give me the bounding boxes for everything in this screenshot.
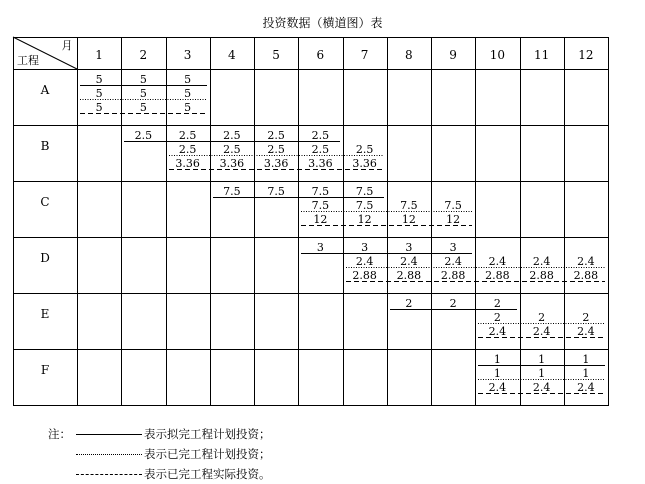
bar-value: 2.88 — [573, 269, 599, 282]
bar-value: 2.88 — [440, 269, 466, 282]
bar-value: 2 — [493, 297, 501, 310]
month-header: 3 — [183, 48, 192, 62]
page-title: 投资数据（横道图）表 — [262, 16, 383, 30]
bar-value: 3.36 — [175, 157, 200, 170]
bar-value: 2.4 — [488, 325, 507, 338]
bar-value: 7.5 — [311, 199, 330, 212]
bar-value: 3.36 — [352, 157, 377, 170]
project-label: B — [40, 139, 50, 153]
month-header: 1 — [95, 48, 103, 62]
bar-value: 1 — [582, 367, 590, 380]
legend-notes — [48, 424, 271, 484]
bar-value: 2.4 — [577, 255, 595, 268]
bar-value: 2.5 — [311, 129, 330, 142]
bar-value: 1 — [493, 353, 501, 366]
bar-value: 5 — [184, 73, 192, 86]
bar-value: 2.5 — [178, 129, 197, 142]
table-border — [14, 38, 609, 406]
corner-project-label: 工程 — [17, 54, 39, 67]
project-label: F — [40, 363, 50, 377]
bar-value: 3.36 — [263, 157, 289, 170]
legend-dotted — [48, 444, 271, 464]
bar-value: 2.5 — [311, 143, 330, 156]
bar-value: 5 — [95, 73, 103, 86]
legend-dashed-text: 表示已完工程实际投资。 — [144, 467, 271, 481]
bar-value: 5 — [184, 101, 192, 114]
project-label: C — [40, 195, 50, 209]
bar-value: 12 — [357, 213, 372, 226]
bar-value: 12 — [313, 213, 328, 226]
bar-value: 7.5 — [355, 199, 374, 212]
bar-value: 2 — [493, 311, 501, 324]
bar-value: 2 — [582, 311, 590, 324]
month-header: 8 — [405, 48, 413, 62]
month-header: 2 — [139, 48, 148, 62]
month-header: 10 — [489, 48, 506, 62]
bar-value: 3 — [405, 241, 413, 254]
project-label: A — [40, 83, 50, 97]
bar-value: 2.4 — [577, 325, 595, 338]
bar-value: 2.4 — [532, 325, 551, 338]
bar-value: 2 — [405, 297, 413, 310]
bar-value: 1 — [582, 353, 590, 366]
month-header: 11 — [533, 48, 550, 62]
bar-value: 7.5 — [267, 185, 285, 198]
bar-value: 2.5 — [178, 143, 197, 156]
bar-value: 1 — [538, 367, 546, 380]
bar-value: 3 — [361, 241, 369, 254]
month-header: 12 — [578, 48, 594, 62]
bar-value: 2.5 — [223, 129, 241, 142]
bar-value: 2.5 — [134, 129, 153, 142]
bar-value: 12 — [401, 213, 416, 226]
month-header: 4 — [228, 48, 236, 62]
legend-solid-line — [76, 434, 142, 435]
legend-solid — [48, 424, 271, 444]
bar-value: 2.5 — [267, 143, 285, 156]
project-label: E — [40, 307, 50, 321]
month-header: 5 — [272, 48, 280, 62]
bar-value: 2.5 — [355, 143, 374, 156]
bar-value: 2.88 — [396, 269, 422, 282]
month-header: 9 — [449, 48, 457, 62]
bar-value: 3.36 — [308, 157, 333, 170]
corner-month-label: 月 — [61, 39, 73, 52]
bar-value: 3.36 — [219, 157, 245, 170]
bar-value: 12 — [446, 213, 461, 226]
bar-value: 3 — [316, 241, 324, 254]
bar-value: 5 — [95, 101, 103, 114]
bar-value: 2 — [538, 311, 546, 324]
bar-value: 7.5 — [311, 185, 330, 198]
bar-value: 5 — [139, 73, 147, 86]
bar-value: 2.88 — [352, 269, 377, 282]
project-label: D — [40, 251, 50, 265]
bar-value: 2.4 — [488, 255, 507, 268]
bar-value: 2.4 — [532, 381, 551, 394]
legend-dashed-line — [76, 474, 142, 475]
legend-dotted-text: 表示已完工程计划投资； — [144, 447, 271, 461]
month-header: 6 — [316, 48, 325, 62]
bar-value: 1 — [538, 353, 546, 366]
bar-value: 2 — [449, 297, 457, 310]
bar-value: 1 — [493, 367, 501, 380]
legend-dotted-line — [76, 454, 142, 455]
legend-solid-text: 表示拟完工程计划投资； — [144, 427, 271, 441]
bar-value: 2.4 — [532, 255, 551, 268]
bar-value: 7.5 — [444, 199, 462, 212]
bar-value: 2.5 — [267, 129, 285, 142]
bar-value: 2.5 — [223, 143, 241, 156]
bar-value: 2.4 — [488, 381, 507, 394]
bar-value: 2.4 — [444, 255, 462, 268]
bar-value: 2.4 — [400, 255, 418, 268]
bar-value: 2.88 — [485, 269, 510, 282]
bar-value: 3 — [449, 241, 457, 254]
bar-value: 5 — [184, 87, 192, 100]
bar-value: 7.5 — [355, 185, 374, 198]
bar-value: 2.4 — [355, 255, 374, 268]
bar-value: 5 — [139, 87, 147, 100]
bar-value: 2.88 — [529, 269, 554, 282]
bar-value: 7.5 — [400, 199, 418, 212]
notes-prefix: 注： — [48, 427, 71, 441]
legend-dashed — [48, 464, 271, 484]
month-header: 7 — [360, 48, 369, 62]
bar-value: 5 — [95, 87, 103, 100]
bar-value: 7.5 — [223, 185, 241, 198]
bar-value: 5 — [139, 101, 147, 114]
bar-value: 2.4 — [577, 381, 595, 394]
